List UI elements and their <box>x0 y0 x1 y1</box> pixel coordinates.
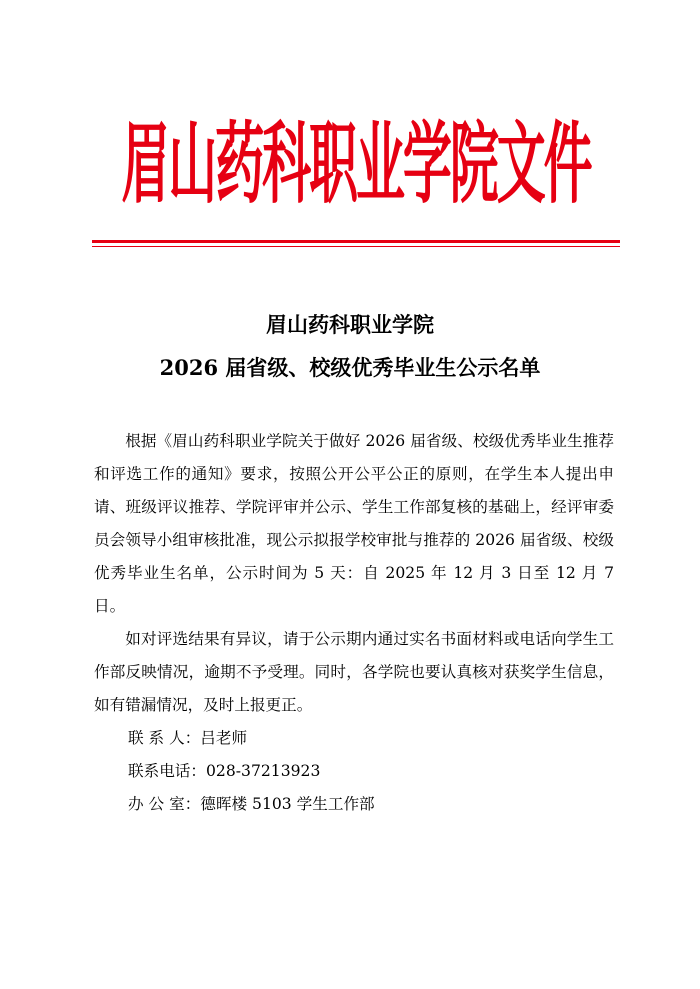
contact-person-line <box>128 722 375 755</box>
masthead-divider-thin <box>92 246 620 247</box>
contact-info <box>128 722 375 821</box>
contact-office-line <box>128 788 375 821</box>
contact-phone-label: 联系电话： <box>128 762 206 780</box>
body-paragraph-1: 根据《眉山药科职业学院关于做好 2026 届省级、校级优秀毕业生推荐和评选工作的通知》要求，按照公开公平公正的原则，在学生本人提出申请、班级评议推荐、学院评审并公示、学生工作部复核的基础上，经评审委员会领导小组审核批准，现公示拟报学校审批与推荐的 2026 届省级、校级优秀毕业生名单，公示时间为 5 天：自 2025 年 12 月 3 日至 12 月 7 日。 <box>94 432 614 615</box>
document-body <box>94 425 614 722</box>
document-title-line-1: 眉山药科职业学院 <box>266 312 434 337</box>
contact-office-value: 德晖楼 5103 学生工作部 <box>200 795 375 813</box>
body-paragraph-2: 如对评选结果有异议，请于公示期内通过实名书面材料或电话向学生工作部反映情况，逾期不予受理。同时，各学院也要认真核对获奖学生信息，如有错漏情况，及时上报更正。 <box>94 630 614 714</box>
contact-person-label: 联 系 人： <box>128 729 201 747</box>
contact-phone-line <box>128 755 375 788</box>
contact-office-label: 办 公 室： <box>128 795 201 813</box>
document-title-line-2: 2026 届省级、校级优秀毕业生公示名单 <box>159 355 541 380</box>
contact-phone-value: 028-37213923 <box>205 762 321 780</box>
document-masthead: 眉山药科职业学院文件 <box>121 113 591 217</box>
contact-person-value: 吕老师 <box>200 729 248 747</box>
masthead-divider-thick <box>92 240 620 243</box>
